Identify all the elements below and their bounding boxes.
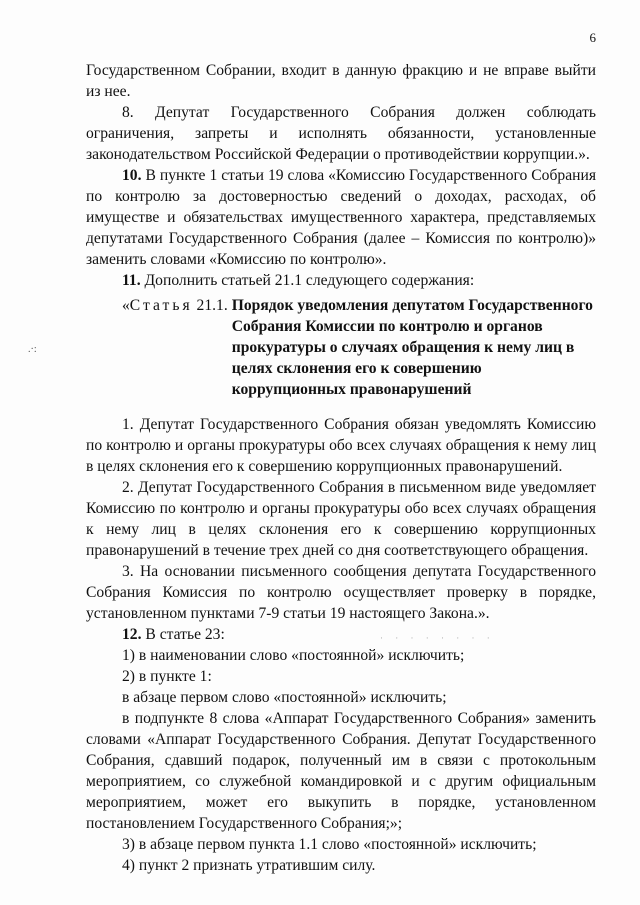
- document-body: [86, 60, 596, 876]
- scan-mark: .·:: [28, 344, 37, 355]
- point-text: Дополнить статьей 21.1 следующего содержания:: [140, 272, 475, 289]
- article-number: 21.1.: [192, 297, 228, 314]
- article-part-1: 1. Депутат Государственного Собрания обязан уведомлять Комиссию по контролю и органы прокуратуры обо всех случаях обращения к нему лиц в целях склонения его к совершению коррупционных правонарушений.: [86, 416, 596, 475]
- subitem-2-paragraph-a: в абзаце первом слово «постоянной» исключить;: [122, 689, 447, 706]
- article-prefix: «: [122, 297, 130, 314]
- subitem-2-paragraph-b: в подпункте 8 слова «Аппарат Государственного Собрания» заменить словами «Аппарат Государственного Собрания. Депутат Государственного Собрания, сдавший подарок, полученный им в связи с протокольным мероприятием, со служебной командировкой и с другим официальным мероприятием, может его выкупить в порядке, установленном постановлением Государственного Собрания;»;: [86, 710, 596, 832]
- scan-noise: · · · · · · · ·: [380, 633, 495, 643]
- article-word: Статья: [129, 297, 193, 314]
- paragraph-point-10: [86, 165, 596, 270]
- article-label: [86, 295, 228, 400]
- subitem-2: 2) в пункте 1:: [122, 668, 212, 685]
- subitem-1: 1) в наименовании слово «постоянной» исключить;: [122, 647, 465, 664]
- paragraph-point-12: [86, 624, 596, 645]
- point-text: В пункте 1 статьи 19 слова «Комиссию Государственного Собрания по контролю за достоверностью сведений о доходах, расходах, об имуществе и обязательствах имущественного характера, представляемых депутатами Государственного Собрания (далее – Комиссия по контролю)» заменить словами «Комиссию по контролю».: [86, 167, 596, 268]
- article-part-3: 3. На основании письменного сообщения депутата Государственного Собрания Комиссия по контролю осуществляет проверку в порядке, установленном пунктами 7-9 статьи 19 настоящего Закона.».: [86, 563, 596, 622]
- paragraph-item-8: 8. Депутат Государственного Собрания должен соблюдать ограничения, запреты и исполнять обязанности, установленные законодательством Российской Федерации о противодействии коррупции.».: [86, 104, 596, 163]
- point-number: 10.: [122, 167, 142, 184]
- paragraph-point-11: [86, 270, 596, 291]
- page-number: 6: [589, 30, 596, 45]
- point-text: В статье 23:: [141, 626, 225, 643]
- subitem-3: 3) в абзаце первом пункта 1.1 слово «постоянной» исключить;: [122, 836, 537, 853]
- paragraph-continuation: Государственном Собрании, входит в данную фракцию и не вправе выйти из нее.: [86, 62, 596, 100]
- subitem-4: 4) пункт 2 признать утратившим силу.: [122, 857, 376, 874]
- article-part-2: 2. Депутат Государственного Собрания в письменном виде уведомляет Комиссию по контролю и органы прокуратуры обо всех случаях обращения к нему лиц в целях склонения его к совершению коррупционных правонарушений в течение трех дней со дня соответствующего обращения.: [86, 479, 596, 559]
- point-number: 12.: [122, 626, 142, 643]
- article-title: Порядок уведомления депутатом Государственного Собрания Комиссии по контролю и органов прокуратуры о случаях обращения к нему лиц в целях склонения его к совершению коррупционных правонарушений: [231, 297, 593, 398]
- point-number: 11.: [122, 272, 141, 289]
- article-heading: [86, 295, 596, 400]
